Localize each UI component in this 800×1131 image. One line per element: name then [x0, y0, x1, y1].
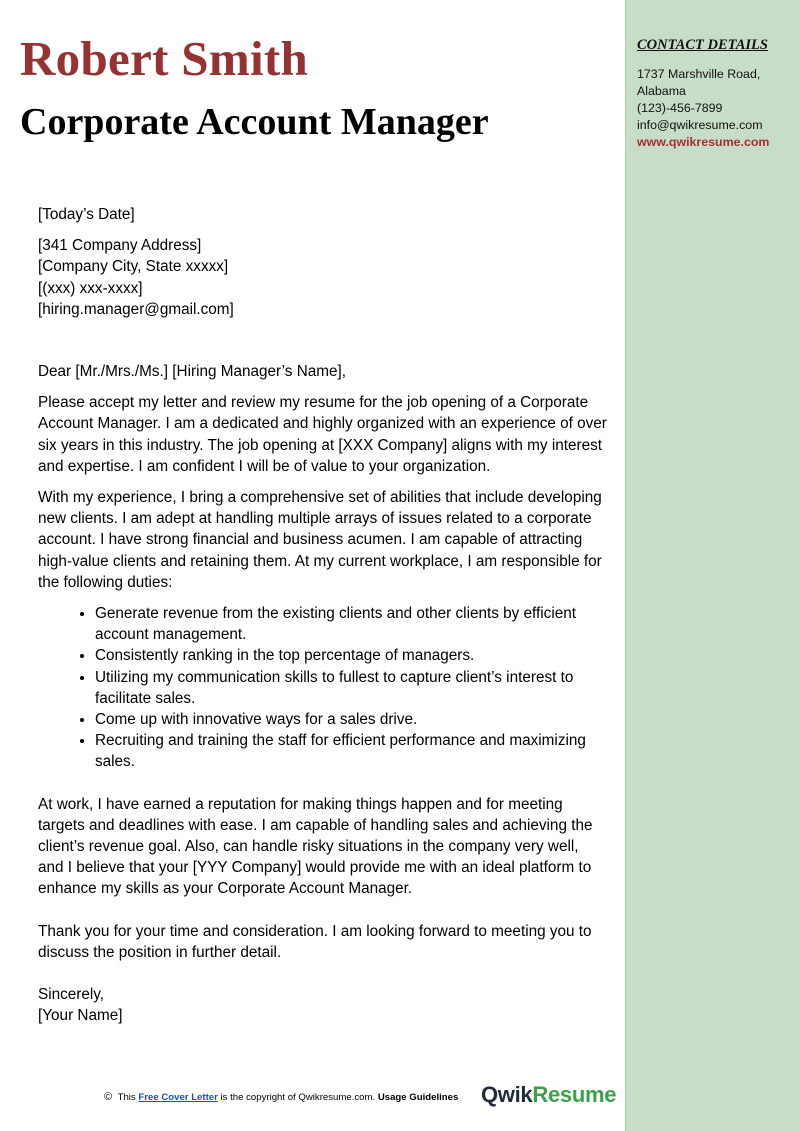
list-item: • Consistently ranking in the top percentage of managers. — [95, 645, 608, 666]
letter-body — [38, 204, 608, 1027]
logo-part-qwik: Qwik — [481, 1082, 533, 1107]
contact-details — [637, 66, 769, 151]
contact-phone: (123)-456-7899 — [637, 101, 723, 115]
list-item: • Recruiting and training the staff for efficient performance and maximizing sales. — [95, 730, 608, 772]
footer-copyright — [104, 1091, 458, 1103]
job-title: Corporate Account Manager — [20, 101, 489, 143]
paragraph-intro: Please accept my letter and review my resume for the job opening of a Corporate Account Manager. I am a dedicated and highly organized with an experience of over six years in this industry. The job opening at [XXX Company] aligns with my interest and expertise. I am confident I will be of value to your organization. — [38, 394, 607, 475]
list-item: • Utilizing my communication skills to fullest to capture client’s interest to facilitate sales. — [95, 667, 608, 709]
usage-guidelines-link[interactable]: Usage Guidelines — [377, 1092, 459, 1103]
free-cover-letter-link[interactable]: Free Cover Letter — [138, 1092, 218, 1103]
contact-email[interactable]: info@qwikresume.com — [637, 118, 763, 132]
signoff: Sincerely, — [38, 986, 105, 1004]
paragraph-reputation: At work, I have earned a reputation for making things happen and for meeting targets and deadlines with ease. I am capable of handling sales and achieving the client’s revenue goal. Also, can handle risky situations in the company very well, and I believe that your [YYY Company] would provide me with an ideal platform to enhance my skills as your Corporate Account Manager. — [38, 795, 593, 898]
recipient-line: [Company City, State xxxxx] — [38, 258, 229, 276]
qwikresume-logo[interactable] — [481, 1082, 616, 1108]
contact-address-line1: 1737 Marshville Road, — [637, 67, 761, 81]
candidate-name: Robert Smith — [20, 31, 309, 86]
recipient-line: [hiring.manager@gmail.com] — [38, 300, 234, 318]
signature-name: [Your Name] — [38, 1007, 123, 1025]
contact-address-line2: Alabama — [637, 84, 686, 98]
copyright-icon: © — [104, 1091, 113, 1103]
duties-list — [38, 603, 608, 773]
contact-sidebar — [625, 0, 800, 1131]
salutation: Dear [Mr./Mrs./Ms.] [Hiring Manager’s Name], — [38, 363, 346, 381]
list-item: • Come up with innovative ways for a sales drive. — [95, 709, 608, 730]
contact-details-heading: CONTACT DETAILS — [637, 37, 768, 53]
paragraph-thanks: Thank you for your time and consideration. I am looking forward to meeting you to discuss the position in further detail. — [38, 922, 592, 961]
letter-date: [Today’s Date] — [38, 206, 135, 223]
recipient-address — [38, 235, 608, 320]
paragraph-experience: With my experience, I bring a comprehensive set of abilities that include developing new clients. I am adept at handling multiple arrays of issues related to a corporate account. I have strong financial and business acumen. I am capable of attracting high-value clients and retaining them. At my current workplace, I am responsible for the following duties: — [38, 489, 602, 591]
contact-website-link[interactable]: www.qwikresume.com — [637, 135, 770, 149]
recipient-line: [341 Company Address] — [38, 237, 202, 255]
footer-prefix: This — [117, 1092, 136, 1103]
logo-part-resume: Resume — [532, 1082, 617, 1107]
list-item: • Generate revenue from the existing clients and other clients by efficient account management. — [95, 603, 608, 645]
footer-middle: is the copyright of Qwikresume.com. — [220, 1092, 376, 1103]
recipient-line: [(xxx) xxx-xxxx] — [38, 279, 143, 297]
